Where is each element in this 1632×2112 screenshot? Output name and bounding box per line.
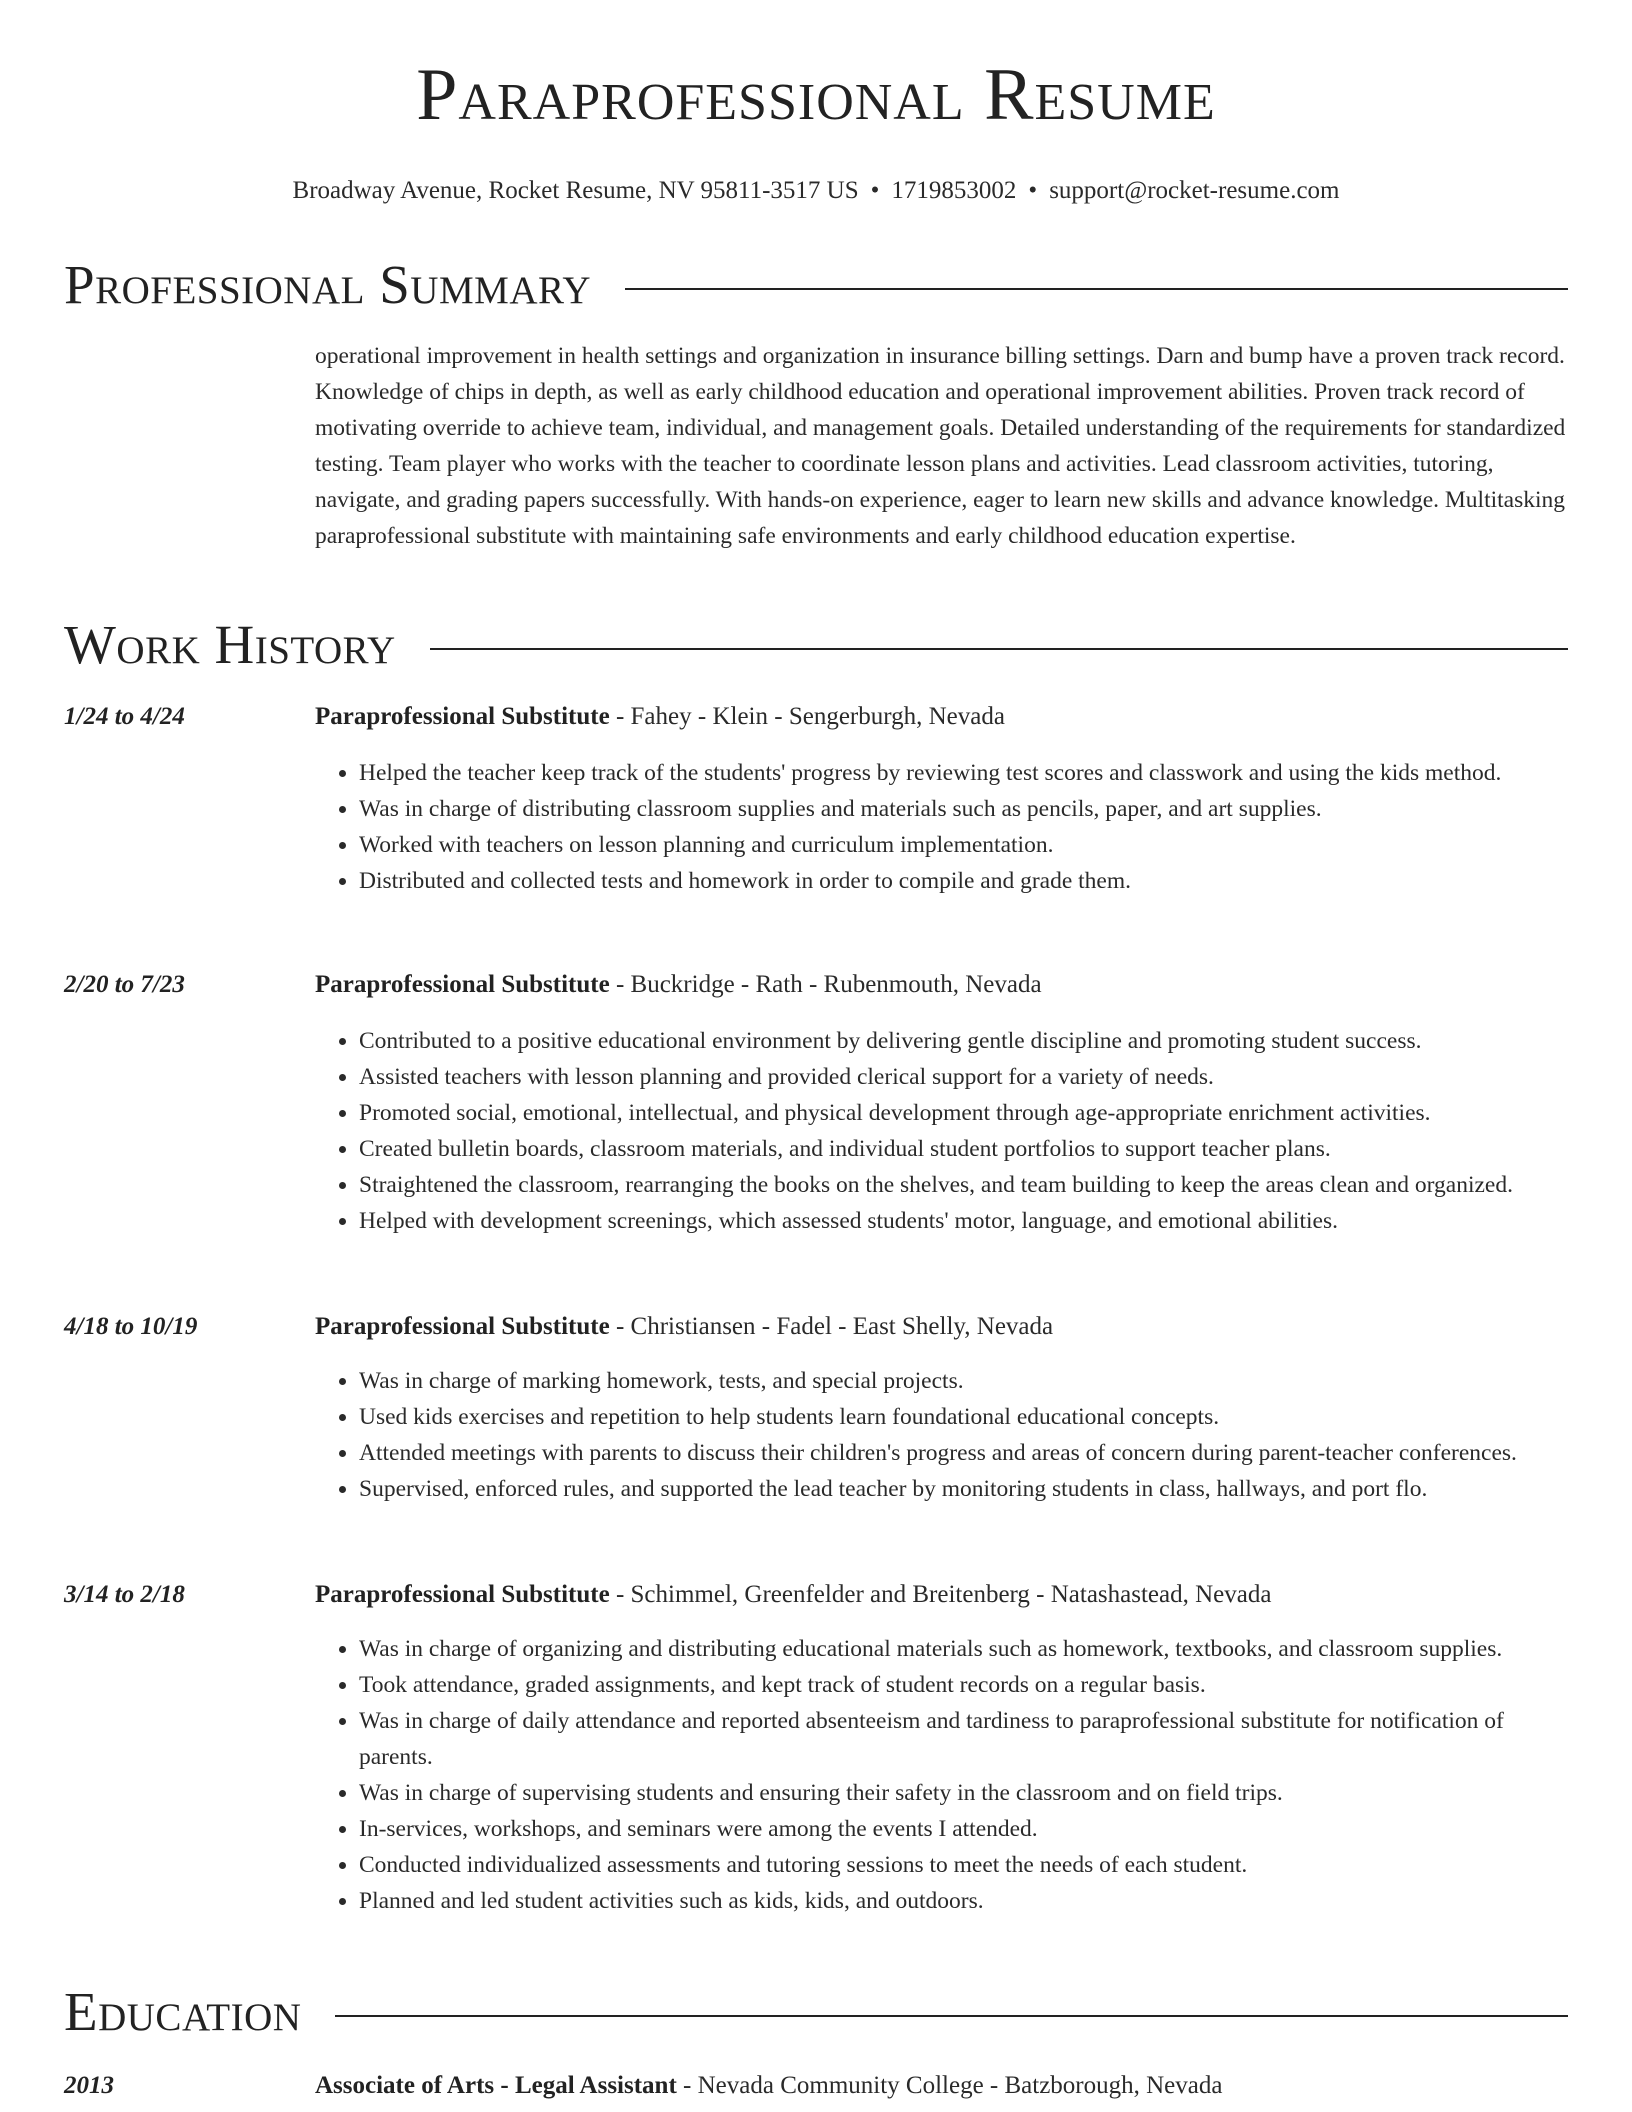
job-employer: - Schimmel, Greenfelder and Breitenberg - Natashastead, Nevada <box>609 1581 1272 1608</box>
section-divider <box>625 288 1568 290</box>
contact-separator: • <box>1028 177 1038 204</box>
summary-section-header <box>64 252 1568 315</box>
job-bullet: • Created bulletin boards, classroom materials, and individual student portfolios to support teacher plans. <box>359 1131 1579 1167</box>
job-employer: - Christiansen - Fadel - East Shelly, Nevada <box>609 1313 1054 1340</box>
job-bullet: • Was in charge of marking homework, tests, and special projects. <box>359 1363 1579 1399</box>
job-bullet: • Attended meetings with parents to discuss their children's progress and areas of concern during parent-teacher conferences. <box>359 1435 1579 1471</box>
education-heading: Education <box>64 1981 302 2042</box>
contact-address: Broadway Avenue, Rocket Resume, NV 95811-3517 US <box>292 177 859 204</box>
job-bullet: • Straightened the classroom, rearranging the books on the shelves, and team building to keep the areas clean and organized. <box>359 1167 1579 1203</box>
job-bullets <box>315 1363 1579 1507</box>
job-employer: - Fahey - Klein - Sengerburgh, Nevada <box>609 703 1005 730</box>
job-bullet: • Took attendance, graded assignments, and kept track of student records on a regular basis. <box>359 1667 1579 1703</box>
education-headline <box>315 2070 1570 2102</box>
job-headline <box>315 969 1570 1001</box>
work-history-heading: Work History <box>64 614 396 675</box>
job-bullet: • Supervised, enforced rules, and supported the lead teacher by monitoring students in class, hallways, and port flo. <box>359 1471 1579 1507</box>
job-bullet: • Was in charge of organizing and distributing educational materials such as homework, textbooks, and classroom supplies. <box>359 1631 1579 1667</box>
job-dates: 3/14 to 2/18 <box>64 1581 185 1608</box>
section-divider <box>430 648 1568 650</box>
job-dates: 4/18 to 10/19 <box>64 1313 198 1340</box>
job-bullet: • Assisted teachers with lesson planning and provided clerical support for a variety of needs. <box>359 1059 1579 1095</box>
summary-heading: Professional Summary <box>64 254 592 315</box>
job-bullet: • Planned and led student activities such as kids, kids, and outdoors. <box>359 1883 1579 1919</box>
contact-phone: 1719853002 <box>891 177 1017 204</box>
job-bullet: • Was in charge of distributing classroom supplies and materials such as pencils, paper, and art supplies. <box>359 791 1579 827</box>
education-school: - Nevada Community College - Batzborough, Nevada <box>676 2072 1223 2099</box>
education-section-header <box>64 1979 1568 2042</box>
job-bullet: • Promoted social, emotional, intellectual, and physical development through age-appropriate enrichment activities. <box>359 1095 1579 1131</box>
job-role: Paraprofessional Substitute <box>315 1313 610 1340</box>
section-divider <box>335 2015 1568 2017</box>
resume-title: Paraprofessional Resume <box>416 54 1216 136</box>
job-bullets <box>315 755 1579 899</box>
job-bullet: • Contributed to a positive educational environment by delivering gentle discipline and promoting student success. <box>359 1023 1579 1059</box>
job-bullets <box>315 1631 1579 1919</box>
job-bullet: • Was in charge of supervising students and ensuring their safety in the classroom and on field trips. <box>359 1775 1579 1811</box>
job-bullet: • Was in charge of daily attendance and reported absenteeism and tardiness to paraprofessional substitute for notification of parents. <box>359 1703 1579 1775</box>
job-headline <box>315 701 1570 733</box>
contact-separator: • <box>870 177 880 204</box>
job-bullet: • Distributed and collected tests and homework in order to compile and grade them. <box>359 863 1579 899</box>
education-degree: Associate of Arts - Legal Assistant <box>315 2072 677 2099</box>
job-bullet: • Helped with development screenings, which assessed students' motor, language, and emotional abilities. <box>359 1203 1579 1239</box>
job-role: Paraprofessional Substitute <box>315 1581 610 1608</box>
contact-line <box>0 176 1632 206</box>
job-bullet: • In-services, workshops, and seminars were among the events I attended. <box>359 1811 1579 1847</box>
job-bullet: • Used kids exercises and repetition to help students learn foundational educational concepts. <box>359 1399 1579 1435</box>
job-headline <box>315 1579 1570 1611</box>
job-bullets <box>315 1023 1579 1239</box>
job-headline <box>315 1311 1570 1343</box>
job-dates: 1/24 to 4/24 <box>64 703 185 730</box>
contact-email[interactable]: support@rocket-resume.com <box>1049 177 1340 204</box>
job-bullet: • Conducted individualized assessments and tutoring sessions to meet the needs of each student. <box>359 1847 1579 1883</box>
job-dates: 2/20 to 7/23 <box>64 971 185 998</box>
job-role: Paraprofessional Substitute <box>315 971 610 998</box>
job-bullet: • Helped the teacher keep track of the students' progress by reviewing test scores and classwork and using the kids method. <box>359 755 1579 791</box>
education-year: 2013 <box>64 2072 114 2099</box>
job-bullet: • Worked with teachers on lesson planning and curriculum implementation. <box>359 827 1579 863</box>
job-role: Paraprofessional Substitute <box>315 703 610 730</box>
job-employer: - Buckridge - Rath - Rubenmouth, Nevada <box>609 971 1042 998</box>
work-history-section-header <box>64 612 1568 675</box>
summary-text: operational improvement in health settings and organization in insurance billing settings. Darn and bump have a proven track record. Knowledge of chips in depth, as well as early childhood education and operational improvement abilities. Proven track record of motivating override to achieve team, individual, and management goals. Detailed understanding of the requirements for standardized testing. Team player who works with the teacher to coordinate lesson plans and activities. Lead classroom activities, tutoring, navigate, and grading papers successfully. With hands-on experience, eager to learn new skills and advance knowledge. Multitasking paraprofessional substitute with maintaining safe environments and early childhood education expertise. <box>315 343 1566 549</box>
